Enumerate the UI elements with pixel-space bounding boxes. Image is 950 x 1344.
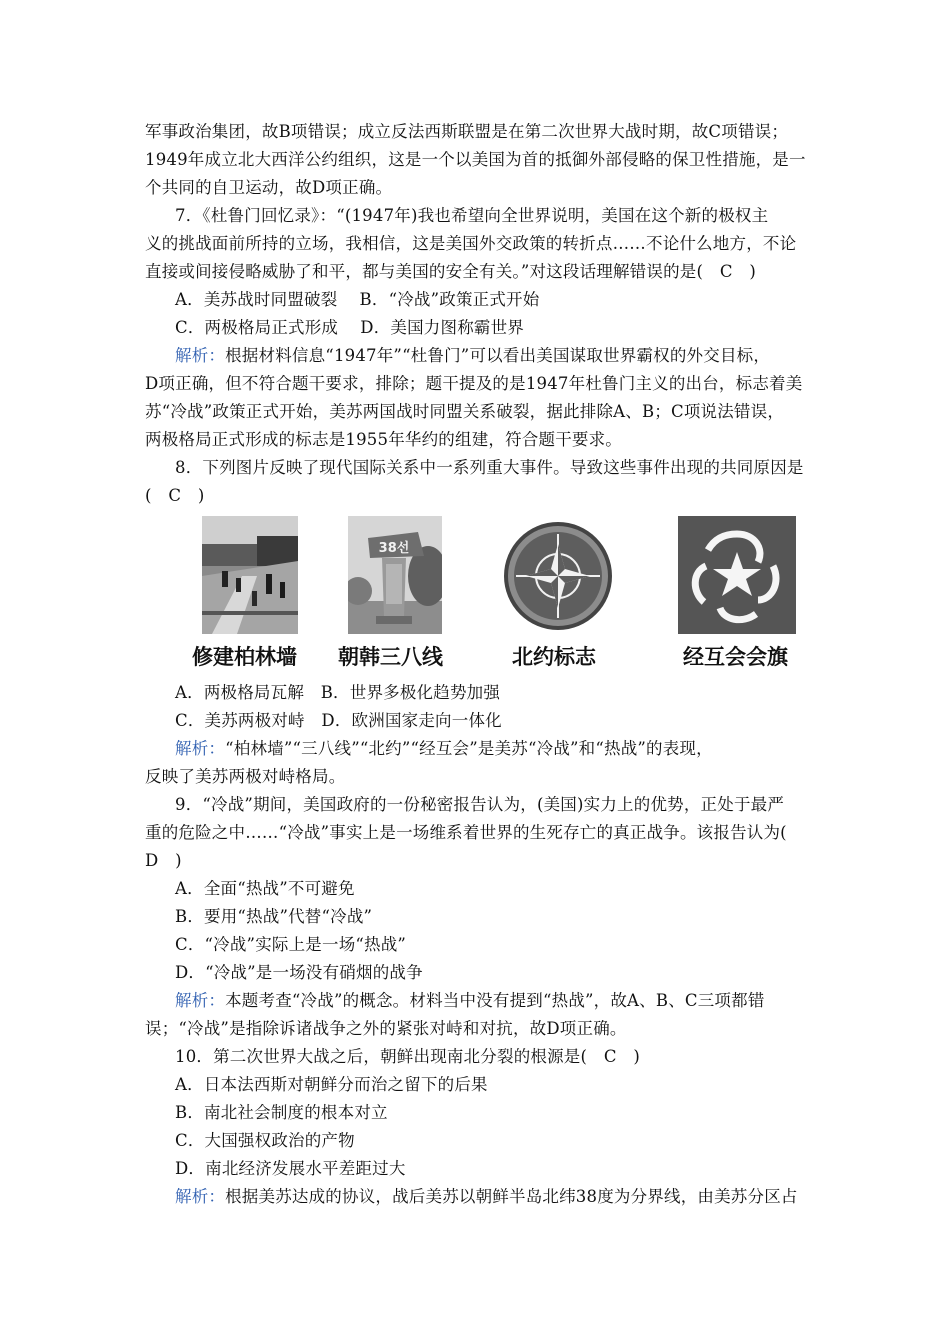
question-9-option: D．“冷战”是一场没有硝烟的战争 bbox=[175, 963, 423, 982]
question-9-option: A．全面“热战”不可避免 bbox=[175, 879, 355, 898]
analysis-label: 解析： bbox=[175, 1187, 226, 1206]
comecon-flag-icon bbox=[678, 516, 796, 634]
text-line: 个共同的自卫运动，故D项正确。 bbox=[145, 178, 393, 197]
question-10-stem: 10．第二次世界大战之后，朝鲜出现南北分裂的根源是( C ) bbox=[175, 1047, 640, 1066]
text-line: 苏“冷战”政策正式开始，美苏两国战时同盟关系破裂，据此排除A、B；C项说法错误， bbox=[145, 402, 785, 421]
figure-caption: 经互会会旗 bbox=[683, 645, 788, 669]
question-8-options: C．美苏两极对峙 D．欧洲国家走向一体化 bbox=[175, 711, 502, 730]
question-7-stem: 7．《杜鲁门回忆录》：“(1947年)我也希望向全世界说明，美国在这个新的极权主 bbox=[175, 206, 769, 225]
analysis-8: 解析：“柏林墙”“三八线”“北约”“经互会”是美苏“冷战”和“热战”的表现， bbox=[175, 739, 713, 758]
text-line: 反映了美苏两极对峙格局。 bbox=[145, 767, 346, 786]
question-7-options: C．两极格局正式形成 D．美国力图称霸世界 bbox=[175, 318, 524, 337]
analysis-9: 解析：本题考查“冷战”的概念。材料当中没有提到“热战”，故A、B、C三项都错 bbox=[175, 991, 765, 1010]
figure-nato bbox=[502, 516, 614, 669]
figure-38th-parallel bbox=[338, 516, 443, 669]
figure-berlin-wall bbox=[192, 516, 298, 669]
figure-comecon bbox=[678, 516, 796, 669]
analysis-10: 解析：根据美苏达成的协议，战后美苏以朝鲜半岛北纬38度为分界线，由美苏分区占 bbox=[175, 1187, 798, 1206]
text-line: D项正确，但不符合题干要求，排除；题干提及的是1947年杜鲁门主义的出台，标志着美 bbox=[145, 374, 803, 393]
text-line: 误；“冷战”是指除诉诸战争之外的紧张对峙和对抗，故D项正确。 bbox=[145, 1019, 627, 1038]
question-9-option: C．“冷战”实际上是一场“热战” bbox=[175, 935, 407, 954]
question-10-option: C．大国强权政治的产物 bbox=[175, 1131, 355, 1150]
figure-row bbox=[145, 516, 805, 676]
svg-text:38선: 38선 bbox=[378, 541, 410, 556]
analysis-label: 解析： bbox=[175, 991, 226, 1010]
text-line: 直接或间接侵略威胁了和平，都与美国的安全有关。”对这段话理解错误的是( C ) bbox=[145, 262, 756, 281]
question-8-stem: 8．下列图片反映了现代国际关系中一系列重大事件。导致这些事件出现的共同原因是 bbox=[175, 458, 804, 477]
text-line: 两极格局正式形成的标志是1955年华约的组建，符合题干要求。 bbox=[145, 430, 622, 449]
question-8-options: A．两极格局瓦解 B．世界多极化趋势加强 bbox=[175, 683, 501, 702]
figure-caption: 修建柏林墙 bbox=[192, 645, 297, 669]
question-7-options: A．美苏战时同盟破裂 B．“冷战”政策正式开始 bbox=[175, 290, 540, 309]
38th-parallel-monument-icon bbox=[348, 516, 442, 634]
text-line: 军事政治集团，故B项错误；成立反法西斯联盟是在第二次世界大战时期，故C项错误； bbox=[145, 122, 789, 141]
question-10-option: B．南北社会制度的根本对立 bbox=[175, 1103, 388, 1122]
question-9-stem: 9．“冷战”期间，美国政府的一份秘密报告认为，(美国)实力上的优势，正处于最严 bbox=[175, 795, 785, 814]
text-line: 义的挑战面前所持的立场，我相信，这是美国外交政策的转折点……不论什么地方，不论 bbox=[145, 234, 797, 253]
text-line: 1949年成立北大西洋公约组织，这是一个以美国为首的抵御外部侵略的保卫性措施，是一 bbox=[145, 150, 806, 169]
text-line: D ) bbox=[145, 851, 182, 870]
berlin-wall-photo-icon bbox=[202, 516, 298, 634]
analysis-label: 解析： bbox=[175, 739, 226, 758]
text-line: ( C ) bbox=[145, 486, 205, 505]
nato-emblem-icon bbox=[502, 516, 614, 634]
question-10-option: D．南北经济发展水平差距过大 bbox=[175, 1159, 406, 1178]
analysis-7: 解析：根据材料信息“1947年”“杜鲁门”可以看出美国谋取世界霸权的外交目标， bbox=[175, 346, 771, 365]
question-9-option: B．要用“热战”代替“冷战” bbox=[175, 907, 373, 926]
question-10-option: A．日本法西斯对朝鲜分而治之留下的后果 bbox=[175, 1075, 488, 1094]
text-line: 重的危险之中……“冷战”事实上是一场维系着世界的生死存亡的真正战争。该报告认为( bbox=[145, 823, 787, 842]
figure-caption: 朝韩三八线 bbox=[338, 645, 443, 669]
analysis-label: 解析： bbox=[175, 346, 226, 365]
figure-caption: 北约标志 bbox=[512, 645, 596, 669]
